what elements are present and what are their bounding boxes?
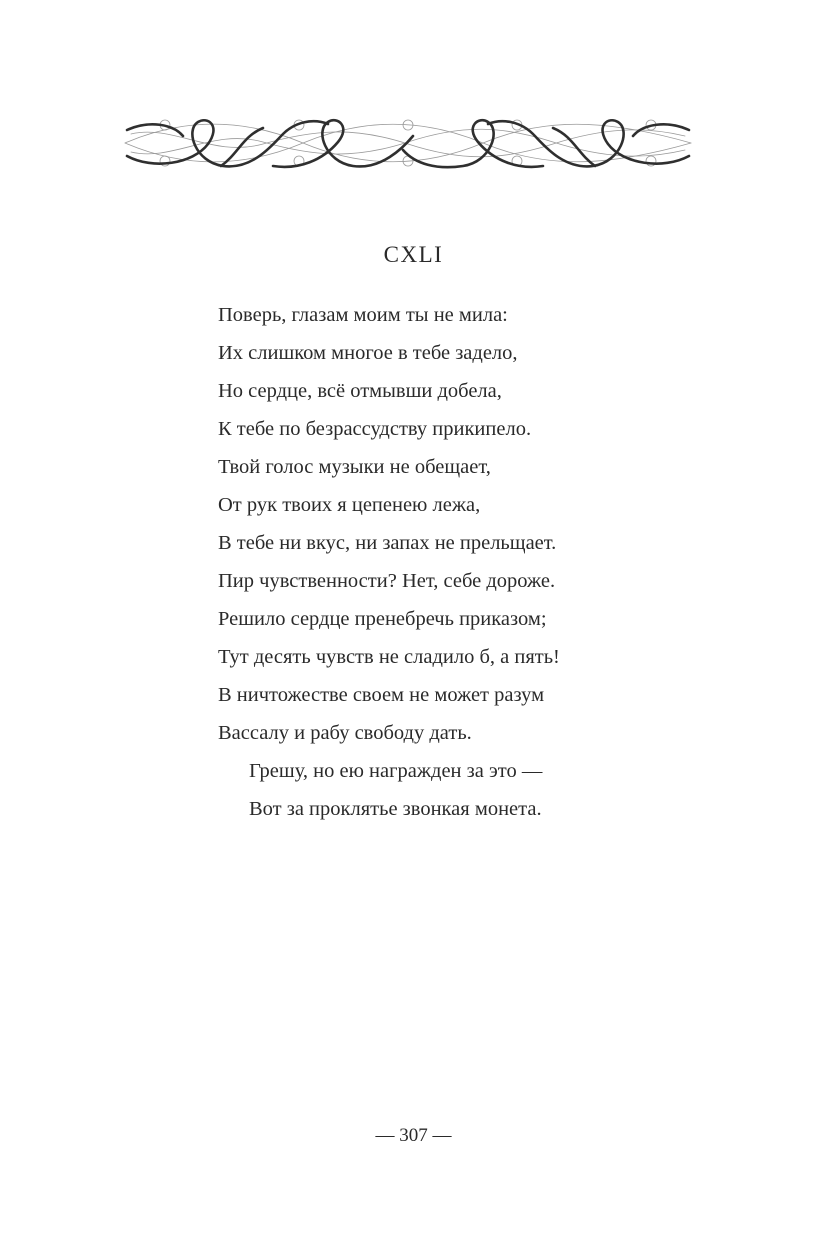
page-number: — 307 — — [375, 1125, 452, 1146]
poem-line: Вассалу и рабу свободу дать. — [218, 722, 472, 744]
poem-line: Поверь, глазам моим ты не мила: — [218, 304, 508, 326]
poem-line: От рук твоих я цепенею лежа, — [218, 494, 481, 516]
poem-line: В тебе ни вкус, ни запах не прельщает. — [218, 532, 557, 554]
poem-line: В ничтожестве своем не может разум — [218, 684, 545, 706]
page-title: CXLI — [383, 242, 444, 267]
poem-line: Но сердце, всё отмывши добела, — [218, 380, 502, 402]
poem-line: Пир чувственности? Нет, себе дороже. — [218, 570, 556, 592]
poem-line: К тебе по безрассудству прикипело. — [218, 418, 532, 440]
poem-line: Твой голос музыки не обещает, — [218, 456, 491, 478]
poem-couplet-line: Вот за проклятье звонкая монета. — [249, 798, 542, 820]
poem-body — [218, 296, 678, 828]
poem-line: Решило сердце пренебречь приказом; — [218, 608, 547, 630]
poem-line: Их слишком многое в тебе задело, — [218, 342, 518, 364]
poem-line: Тут десять чувств не сладило б, а пять! — [218, 646, 560, 668]
poem-couplet-line: Грешу, но ею награжден за это — — [249, 760, 543, 782]
decorative-scroll-border-icon — [123, 114, 693, 172]
